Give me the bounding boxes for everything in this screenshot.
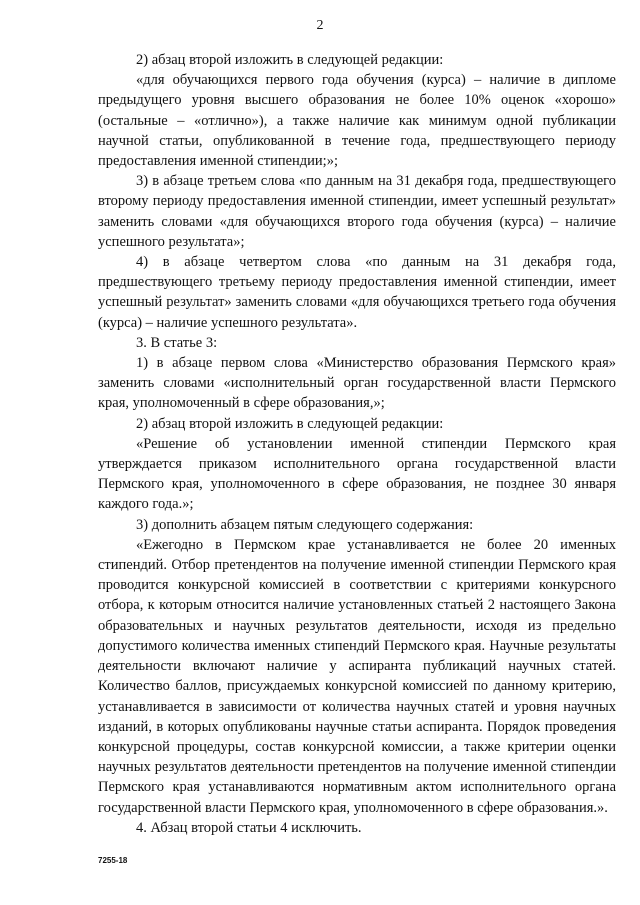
document-body (98, 50, 616, 838)
paragraph: 2) абзац второй изложить в следующей редакции: (136, 52, 444, 68)
paragraph: 4) в абзаце четвертом слова «по данным на 31 декабря года, предшествующего третьему периоду предоставления именной стипендии, имеет успешный результат» заменить словами «для обучающихся третьего года обучения (курса) – наличие успешного результата». (98, 254, 616, 331)
paragraph: 4. Абзац второй статьи 4 исключить. (136, 819, 362, 836)
paragraph: 3. В статье 3: (136, 334, 218, 351)
paragraph: «Решение об установлении именной стипендии Пермского края утверждается приказом исполнительного органа государственной власти Пермского края, уполномоченного в сфере образования, не позднее 30 января каждого года.»; (98, 435, 616, 513)
document-code: 7255-18 (98, 856, 128, 865)
paragraph: 2) абзац второй изложить в следующей редакции: (136, 415, 444, 432)
paragraph: «для обучающихся первого года обучения (курса) – наличие в дипломе предыдущего уровня высшего образования не более 10% оценок «хорошо» (остальные – «отлично»), а также наличие как минимум одной публикации научной статьи, опубликованной в течение года, предшествующего периоду предоставления именной стипендии;»; (98, 72, 616, 170)
page-number: 2 (316, 18, 324, 33)
paragraph: 3) в абзаце третьем слова «по данным на 31 декабря года, предшествующего второму периоду предоставления именной стипендии, имеет успешный результат» заменить словами «для обучающихся второго года обучения (курса) – наличие успешного результата»; (98, 173, 616, 250)
paragraph: 3) дополнить абзацем пятым следующего содержания: (136, 516, 474, 533)
paragraph: «Ежегодно в Пермском крае устанавливается не более 20 именных стипендий. Отбор претендентов на получение именной стипендии Пермского края проводится конкурсной комиссией в соответствии с критериями конкурсного отбора, к которым относится наличие установленных статьей 2 настоящего Закона образовательных и научных результатов деятельности, исходя из предельно допустимого количества именных стипендий Пермского края. Научные результаты деятельности включают наличие у аспиранта публикаций научных статей. Количество баллов, присуждаемых конкурсной комиссией по данному критерию, устанавливается в зависимости от количества научных статей и уровня научных изданий, в которых опубликованы научные статьи аспиранта. Порядок проведения конкурсной процедуры, состав конкурсной комиссии, а также критерии оценки научных результатов деятельности претендентов на получение именной стипендии Пермского края устанавливаются нормативным актом исполнительного органа государственной власти Пермского края, уполномоченного в сфере образования.». (98, 536, 616, 816)
paragraph: 1) в абзаце первом слова «Министерство образования Пермского края» заменить словами «исполнительный орган государственной власти Пермского края, уполномоченный в сфере образования,»; (98, 355, 616, 412)
